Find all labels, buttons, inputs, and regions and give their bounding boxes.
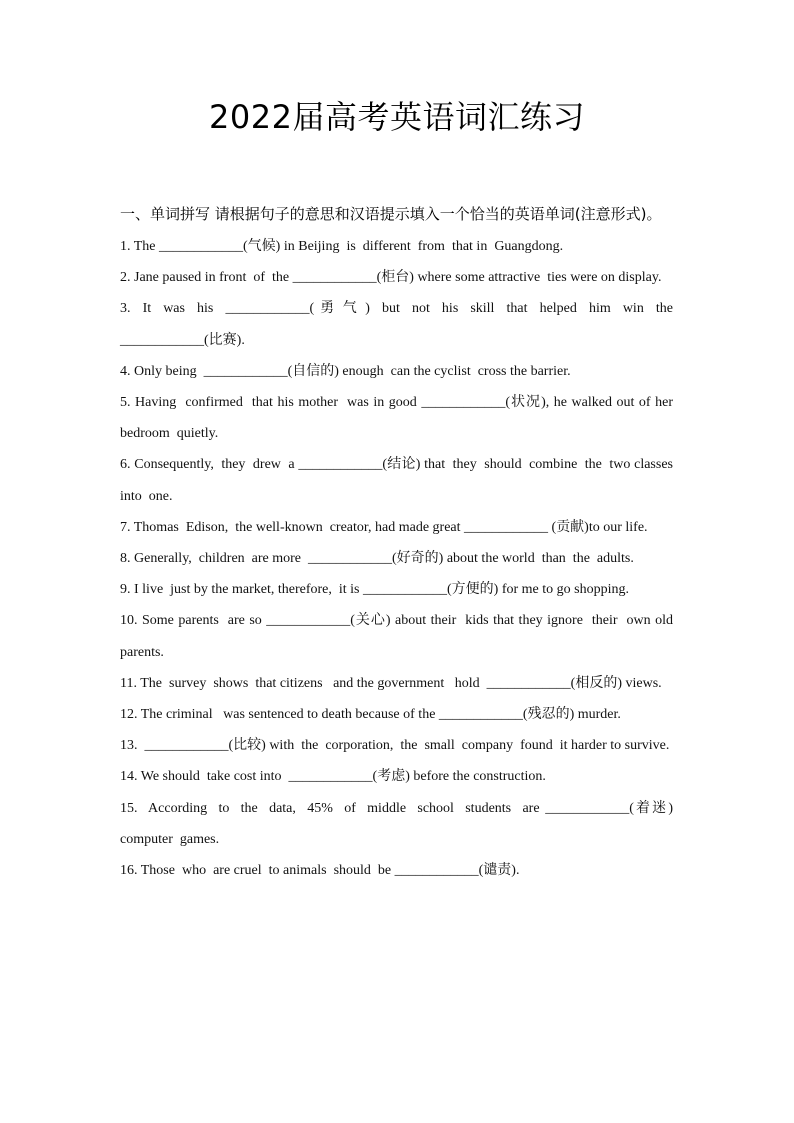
exercise-item-15: 15. According to the data, 45% of middle school students are ____________(着迷) computer games.	[120, 800, 677, 847]
exercise-item-1: 1. The ____________(气候) in Beijing is different from that in Guangdong.	[120, 239, 564, 254]
exercise-item-4: 4. Only being ____________(自信的) enough can the cyclist cross the barrier.	[120, 363, 571, 379]
section-heading: 一、单词拼写 请根据句子的意思和汉语提示填入一个恰当的英语单词(注意形式)。	[120, 205, 662, 223]
exercise-item-3: 3. It was his ____________( 勇 气 ) but not his skill that helped him win the ____________(比赛).	[120, 301, 677, 348]
exercise-item-12: 12. The criminal was sentenced to death because of the ____________(残忍的) murder.	[120, 707, 621, 723]
page-title: 2022届高考英语词汇练习	[209, 98, 585, 136]
exercise-item-16: 16. Those who are cruel to animals should be ____________(谴责).	[120, 863, 520, 879]
exercise-item-11: 11. The survey shows that citizens and the government hold ____________(相反的) views.	[120, 675, 662, 691]
exercise-item-7: 7. Thomas Edison, the well-known creator, had made great ____________ (贡献)to our life.	[120, 519, 648, 535]
exercise-item-13: 13. ____________(比较) with the corporation, the small company found it harder to survive.	[120, 738, 670, 754]
exercise-item-5: 5. Having confirmed that his mother was in good ____________(状况), he walked out of her bedroom quietly.	[120, 395, 677, 442]
exercise-item-8: 8. Generally, children are more ____________(好奇的) about the world than the adults.	[120, 551, 634, 567]
exercise-item-9: 9. I live just by the market, therefore, it is ____________(方便的) for me to go shopping.	[120, 582, 629, 598]
exercise-item-6: 6. Consequently, they drew a ____________(结论) that they should combine the two classes into one.	[120, 457, 677, 504]
exercise-list	[120, 231, 677, 886]
exercise-item-2: 2. Jane paused in front of the ____________(柜台) where some attractive ties were on display.	[120, 270, 662, 286]
exercise-item-10: 10. Some parents are so ____________(关心) about their kids that they ignore their own old parents.	[120, 613, 677, 660]
exercise-item-14: 14. We should take cost into ____________(考虑) before the construction.	[120, 769, 546, 785]
